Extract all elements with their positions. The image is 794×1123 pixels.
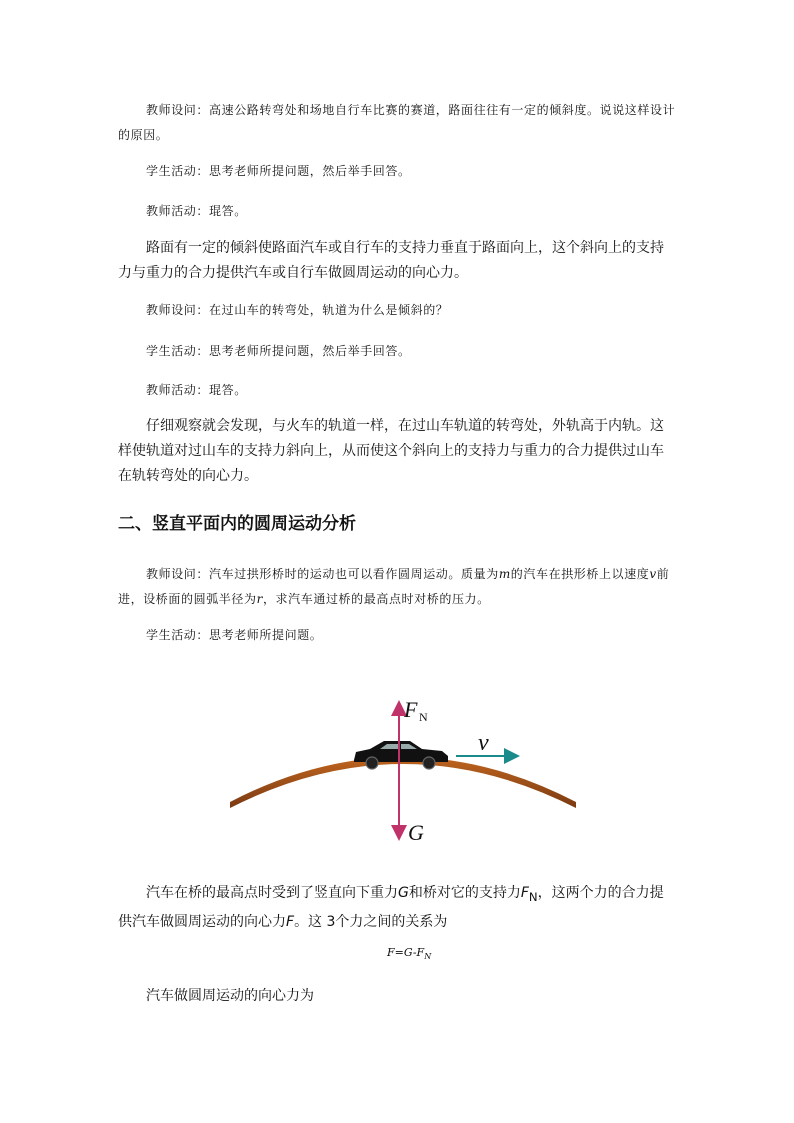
teacher-question-2: 教师设问：在过山车的转弯处，轨道为什么是倾斜的？ bbox=[146, 303, 449, 317]
label-fn: F bbox=[404, 697, 418, 722]
teacher-question-3 bbox=[118, 562, 676, 612]
var-fn: F bbox=[520, 885, 529, 901]
var-f: F bbox=[286, 913, 295, 930]
var-g: G bbox=[398, 885, 409, 901]
a-text-4: 。这 3个力之间的关系为 bbox=[294, 913, 448, 930]
label-g: G bbox=[408, 820, 424, 845]
var-v: v bbox=[649, 567, 657, 581]
explanation-2: 仔细观察就会发现，与火车的轨道一样，在过山车轨道的转弯处，外轨高于内轨。这样使轨道对过山车的支持力斜向上，从而使这个斜向上的支持力与重力的合力提供过山车在轨转弯处的向心力。 bbox=[118, 418, 664, 484]
q-text-d: ，求汽车通过桥的最高点时对桥的压力。 bbox=[262, 592, 490, 606]
student-activity-3: 学生活动：思考老师所提问题。 bbox=[146, 628, 323, 642]
analysis-paragraph bbox=[118, 881, 676, 935]
bridge-arc bbox=[230, 757, 576, 808]
formula-text: F=G-F bbox=[387, 946, 425, 959]
student-activity-1: 学生活动：思考老师所提问题，然后举手回答。 bbox=[146, 164, 411, 178]
q-text-b: 的汽车在拱形桥上以速度 bbox=[510, 567, 650, 581]
q-text-a: 教师设问：汽车过拱形桥时的运动也可以看作圆周运动。质量为 bbox=[146, 567, 499, 581]
arch-bridge-force-diagram bbox=[228, 690, 578, 850]
explanation-1: 路面有一定的倾斜使路面汽车或自行车的支持力垂直于路面向上，这个斜向上的支持力与重力的合力提供汽车或自行车做圆周运动的向心力。 bbox=[118, 240, 664, 281]
var-fn-sub: N bbox=[528, 889, 538, 904]
centripetal-intro: 汽车做圆周运动的向心力为 bbox=[146, 988, 314, 1004]
a-text-1: 汽车在桥的最高点时受到了竖直向下重力 bbox=[146, 885, 398, 901]
section-heading: 二、竖直平面内的圆周运动分析 bbox=[118, 514, 356, 534]
a-text-2: 和桥对它的支持力 bbox=[408, 885, 521, 901]
label-fn-sub: N bbox=[419, 710, 428, 724]
car-silhouette bbox=[354, 741, 448, 769]
teacher-activity-2: 教师活动：琨答。 bbox=[146, 383, 247, 397]
var-r: r bbox=[256, 592, 263, 606]
teacher-question-1: 教师设问：高速公路转弯处和场地自行车比赛的赛道，路面往往有一定的倾斜度。说说这样设计的原因。 bbox=[118, 103, 676, 142]
var-m: m bbox=[498, 567, 511, 581]
q-text-c: 前进，设桥面的圆弧半径为 bbox=[118, 567, 670, 606]
label-v: v bbox=[478, 730, 489, 756]
teacher-activity-1: 教师活动：琨答。 bbox=[146, 204, 247, 218]
student-activity-2: 学生活动：思考老师所提问题，然后举手回答。 bbox=[146, 344, 411, 358]
force-formula bbox=[387, 946, 431, 961]
a-text-3: ，这两个力的合力提供汽车做圆周运动的向心力 bbox=[118, 885, 664, 930]
formula-sub: N bbox=[424, 952, 432, 962]
